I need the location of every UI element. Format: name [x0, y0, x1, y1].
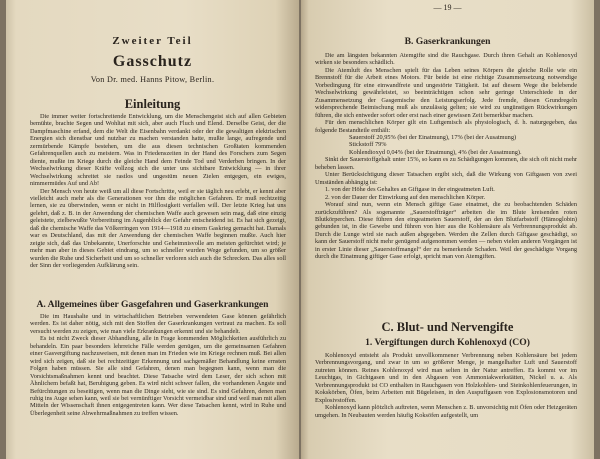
paragraph: Für den menschlichen Körper gilt ein Luftgemisch als physiologisch, d. h. naturgegeben, das folgende Bestandteile enthält:	[315, 119, 577, 134]
paragraph: Die immer weiter fortschreitende Entwicklung, um die Menschengeist sich auf allen Gebieten bemühte, brachte Segen und Wohltat mit sich, aber auch Fluch und Elend. Derselbe Geist, der die Dampfmaschine erfand, dem die Welt die Eisenbahn verdankt oder der die gewaltigen elektrischen Energien sich dienstbar und nutzbar zu machen verstanden hatte, mußte lange, aufregende und zermürbende Kämpfe bestehen, um die aus diesen technischen Großtaten kommenden Gefahrenquellen auch zu meistern. Was in Friedenszeiten in der Hand des Forschers zum Segen diente, mußte im Kriege durch die gleiche Hand dem Feinde Tod und Verderben bringen. In der Wechselwirkung dieser Kräfte vollzog sich die unter uns sichtbare Entwicklung — in ihrer Wechselwirkung schreitet sie rastlos und ungestüm neuen Zielen entgegen, ein ewiges, nimmermüdes Auf und Ab!	[30, 113, 286, 188]
chapter-title: Gasschutz	[112, 53, 193, 70]
composition-line: Kohlendioxyd 0,04% (bei der Einatmung), 4% (bei der Ausatmung).	[349, 148, 522, 156]
section-c-subheading: 1. Vergiftungen durch Kohlenoxyd (CO)	[365, 337, 530, 348]
paragraph: Die im Haushalte und in wirtschaftlichen Betrieben verwendeten Gase können gefährlich werden. Es ist daher nötig, sich mit den Stoffen der Gaserkrankungen vertraut zu machen. Es soll versucht werden zu zeigen, wie man viele Erkrankungen erkennt und sie behandelt.	[30, 313, 286, 335]
right-page	[301, 0, 594, 459]
paragraph: Kohlenoxyd kann plötzlich auftreten, wenn Menschen z. B. unvorsichtig mit Öfen oder Heizgeräten umgehen. In Neubauten werden häufig Koksöfen aufgestellt, um	[315, 404, 577, 419]
part-label: Zweiter Teil	[112, 35, 193, 47]
paragraph: Der Mensch von heute weiß um all diese Fortschritte, weil er sie täglich neu erlebt, er kennt aber vielleicht auch mehr als die Generationen vor ihm die möglichen Gefahren. Er muß rechtzeitig lernen, sie zu überwinden, wenn er nicht in Hilflosigkeit verfallen will. Der letzte Krieg hat uns gelehrt, daß z. B. in der Anwendung der chemischen Waffe auch gewesen sein mag, daß eine einzig geleistete, zielbewußte Vorbereitung im Augenblick der Gefahr entscheidend ist. Es hat sich gezeigt, daß die chemische Waffe das Völkerringen von 1914—1918 zu einem Gaskrieg gemacht hat. Damals war es Deutschland, das mit der Anwendung der chemischen Waffe beginnen mußte. Auch hier zeigte sich, daß das Unbekannte, Unerforschte und Geheimnisvolle am meisten gefürchtet wird; je mehr man aber in dieses Gebiet eindrang, um so schneller wurden Wege gefunden, um so größer wurden die Ruhe und Sicherheit und um so schneller verloren sich auch die Schrecken. Das alles soll der Sinn der vorliegenden Aufklärung sein.	[30, 187, 286, 270]
paragraph: Sinkt der Sauerstoffgehalt unter 15%, so kann es zu Schädigungen kommen, die sich oft nicht mehr beheben lassen.	[315, 156, 577, 171]
section-c-heading: C. Blut- und Nervengifte	[381, 320, 514, 334]
left-page	[6, 0, 299, 459]
paragraph: Die Atemluft des Menschen spielt für das Leben seines Körpers die gleiche Rolle wie ein Brennstoff für die Arbeit eines Motors. Für beide ist eine richtige Zusammensetzung notwendige Vorbedingung für eine einwandfreie und ungestörte Tätigkeit. Ist auf diesem Wege die belebende Wechselwirkung gewährleistet, so beeinträchtigen schon sehr geringe Unterschiede in der Zusammensetzung der Gasgemische den Leistungserfolg. Jede fremde, diesen Grundregeln widersprechende Beimischung muß als unzulässig gelten; sie wird zu ungünstigen Rückwirkungen führen, die sich entweder sofort oder erst nach einer gewissen Zeit bemerkbar machen.	[315, 66, 577, 119]
section-b-heading: B. Gaserkrankungen	[404, 36, 491, 47]
paragraph: Unter Berücksichtigung dieser Tatsachen ergibt sich, daß die Wirkung von Giftgasen von zwei Umständen abhängig ist:	[315, 171, 577, 186]
intro-heading: Einleitung	[124, 97, 181, 111]
condition-item: 1. von der Höhe des Gehaltes an Giftgase in der eingeatmeten Luft.	[325, 186, 495, 194]
author-line: Von Dr. med. Hanns Pitow, Berlin.	[90, 75, 215, 84]
paragraph: Worauf sind nun, wenn ein Mensch giftige Gase einatmet, die zu beobachtenden Schäden zurückzuführen? Als sogenannte „Sauerstoffträger“ arbeiten die im Blute kreisenden roten Blutkörperchen. Diese führen den eingeatmeten Sauerstoff, der an den Blutfarbstoff (Hämoglobin) gebunden ist, in die Gewebe und führen von hier aus die Kohlensäure als Verbrennungsprodukt ab. Durch die Lunge wird sie nach außen abgegeben. Werden die Zellen durch Giftgase geschädigt, so kann der Sauerstoff nicht mehr genügend aufgenommen werden — neben vielen anderen Vorgängen ist in erster Linie dieser „Sauerstoffmangel“ der zu bemerkende Schaden. Weil der geschädigte Vorgang durch die Einatmung giftiger Gase erfolgt, spricht man von Atemgiften.	[315, 201, 577, 261]
composition-line: Sauerstoff 20,95% (bei der Einatmung), 17% (bei der Ausatmung)	[349, 133, 517, 141]
paragraph: Die am längsten bekannten Atemgifte sind die Rauchgase. Durch ihren Gehalt an Kohlenoxyd wirken sie besonders schädlich.	[315, 52, 577, 67]
composition-line: Stickstoff 79%	[349, 141, 387, 149]
condition-item: 2. von der Dauer der Einwirkung auf den menschlichen Körper.	[325, 193, 486, 201]
paragraph: Es ist nicht Zweck dieser Abhandlung, alle in Frage kommenden Möglichkeiten ausführlich zu behandeln. Ein paar besonders lehrreiche Fälle werden genügen, um die gemeinsamen Gefahren einer Gasvergiftung nachzuweisen, mit denen man im Frieden wie im Kriege rechnen muß. Bei allen wird sich zeigen, daß sie bei rechtzeitiger Erkennung und sachgemäßer Behandlung keine ernsten Folgen haben müssen. Sie alle sind Gefahren, denen man begegnen kann, wenn man die Vorsichtsmaßnahmen kennt und beachtet. Diese Tatsache wird dem Leser, der sich schon mit Ähnlichem befaßt hat, Beruhigung geben. Es wird nicht schwer fallen, die vorhandenen Ängste und Befürchtungen zu beseitigen, wenn man die Dinge sieht, wie sie sind. Es sind Gefahren, denen man ruhig ins Auge sehen kann, weil sie bei vernünftiger Vorsicht vermeidbar sind und weil man mit allen Mitteln der Wissenschaft ihnen entgegentreten kann. Wer diese Tatsachen kennt, wird in Ruhe und Überlegenheit seine Abwehrmaßnahmen zu treffen wissen.	[30, 335, 286, 417]
section-a-heading: A. Allgemeines über Gasgefahren und Gaserkrankungen	[36, 299, 269, 310]
section-b-body	[315, 52, 577, 302]
section-c-body	[315, 352, 577, 454]
paragraph: Kohlenoxyd entsteht als Produkt unvollkommener Verbrennung neben Kohlensäure bei jedem Verbrennungsvorgang, und zwar in um so größerer Menge, je mangelhafter Luft und Sauerstoff zutreten können. Reines Kohlenoxyd wird man selten in der Natur antreffen. Es kommt vor im Leuchtgas, in Gichtgasen und in den Abgasen von Ammoniakwerkstätten, Nickel u. a. Als Verbrennungsprodukt ist CO enthalten in Rauchgasen von Holzkohlen- und Steinkohlenfeuerungen, in Kokskörben, Öfen, beim Arbeiten mit Bügeleisen, in den Auspuffgasen von Explosionsmotoren und Explosivstoffen.	[315, 352, 577, 404]
page-number: — 19 —	[433, 3, 462, 12]
intro-body	[30, 113, 286, 299]
section-a-body	[30, 313, 286, 451]
